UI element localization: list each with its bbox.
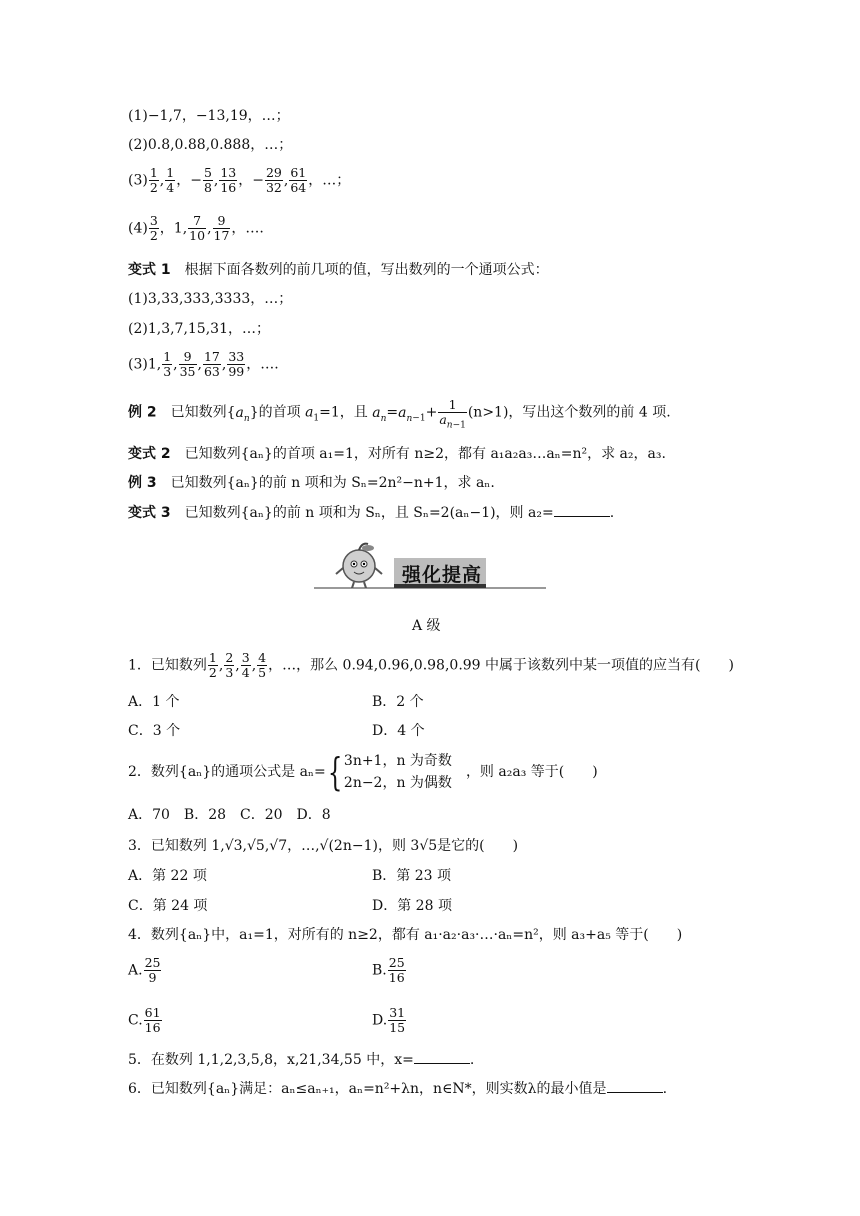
question-6: 6．已知数列{aₙ}满足：aₙ≤aₙ₊₁，aₙ=n²+λn，n∈N*，则实数λ的最小值是 . [128, 1081, 668, 1097]
variant-1: 变式 1 根据下面各数列的前几项的值，写出数列的一个通项公式： [128, 262, 549, 278]
question-4: 4．数列{aₙ}中，a₁=1，对所有的 n≥2，都有 a₁·a₂·a₃·…·aₙ=n²，则 a₃+a₅ 等于( ) [128, 927, 683, 943]
item-1: (1)−1,7，−13,19，…； [128, 108, 290, 124]
example-2: 例 2 已知数列$\{a_n\}$的首项 $a_1=1$，且 $a_n=a_{n-1}+$ $\frac{1}{a_{n-1}}$ (n>1)，写出这个数列的前 4 项. [128, 397, 671, 431]
q1-option-a: A．1 个 [128, 694, 180, 710]
variant-2: 变式 2 已知数列{aₙ}的首项 a₁=1，对所有 n≥2，都有 a₁a₂a₃…aₙ=n²，求 a₂，a₃. [128, 446, 666, 462]
q3-option-b: B．第 23 项 [372, 868, 452, 884]
q1-option-c: C．3 个 [128, 723, 181, 739]
question-2: 2．数列{aₙ}的通项公式是 aₙ={ 3n+1，n 为奇数 2n−2，n 为偶数 ，则 a₂a₃ 等于( ) [128, 750, 598, 794]
q1-option-b: B．2 个 [372, 694, 424, 710]
variant-1-item-2: (2)1,3,7,15,31，…； [128, 321, 270, 337]
item-4: (4) $\frac{3}{2}$ ，1, $\frac{7}{10}$ , $\frac{9}{17}$ ，…. [128, 213, 264, 243]
variant-1-item-3: (3)1, $\frac{1}{3}$ , $\frac{9}{35}$ , $\frac{17}{63}$ , $\frac{33}{99}$ ，…. [128, 349, 279, 379]
variant-3: 变式 3 已知数列{aₙ}的前 n 项和为 Sₙ，且 Sₙ=2(aₙ−1)，则 a₂= . [128, 505, 615, 521]
q4-option-c: C. $\frac{61}{16}$ [128, 1005, 161, 1035]
question-1: 1．已知数列 $\frac{1}{2}$ , $\frac{2}{3}$ , $\frac{3}{4}$ , $\frac{4}{5}$ ，…，那么 0.94,0.96,0.98,0.99 中属于该数列中某一项值的应当有( ) [128, 650, 734, 680]
q2-options: A．70 B．28 C．20 D．8 [128, 807, 331, 823]
example-3: 例 3 已知数列{aₙ}的前 n 项和为 Sₙ=2n²−n+1，求 aₙ. [128, 475, 495, 491]
banner-title: 强化提高 [402, 564, 483, 586]
item-3: (3) $\frac{1}{2}$ , $\frac{1}{4}$ ，− $\frac{5}{8}$ , $\frac{13}{16}$ ，− $\frac{29}{32}$ , $\frac{61}{64}$ ，…； [128, 165, 351, 195]
level-heading: A 级 [412, 618, 441, 634]
question-3: 3．已知数列 1,√3,√5,√7，…,√(2n−1)，则 3√5是它的( ) [128, 838, 519, 854]
item-2: (2)0.8,0.88,0.888，…； [128, 137, 293, 153]
q1-option-d: D．4 个 [372, 723, 425, 739]
q4-option-d: D. $\frac{31}{15}$ [372, 1005, 406, 1035]
q4-option-a: A. $\frac{25}{9}$ [128, 955, 161, 985]
section-banner [314, 540, 546, 592]
q4-option-b: B. $\frac{25}{16}$ [372, 955, 405, 985]
q3-option-d: D．第 28 项 [372, 898, 452, 914]
question-5: 5．在数列 1,1,2,3,5,8，x,21,34,55 中，x= . [128, 1052, 475, 1068]
q3-option-a: A．第 22 项 [128, 868, 207, 884]
q3-option-c: C．第 24 项 [128, 898, 208, 914]
variant-1-item-1: (1)3,33,333,3333，…； [128, 291, 293, 307]
